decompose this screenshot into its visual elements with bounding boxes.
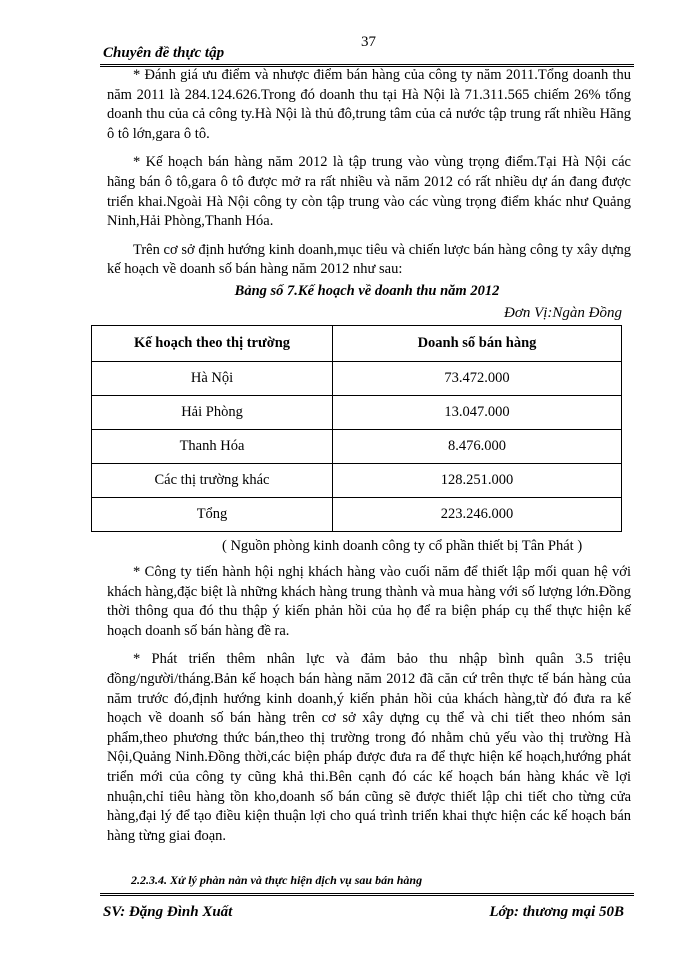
table-cell-market: Hải Phòng xyxy=(92,396,333,430)
header-title: Chuyên đề thực tập xyxy=(103,45,225,61)
table-row-total xyxy=(92,498,622,532)
table-cell-market: Hà Nội xyxy=(92,362,333,396)
page-number: 37 xyxy=(361,34,376,50)
paragraph-workforce: * Phát triển thêm nhân lực và đảm bảo thu nhập bình quân 3.5 triệu đồng/người/tháng.Bản kế hoạch bán hàng năm 2012 đã căn cứ trên thực tế bán hàng của năm trước đó,định hướng kinh doanh,ý kiến phản hồi của khách hàng,từ đó đưa ra kế hoạch về doanh số bán hàng trên cơ sở xây dựng cụ thể và chi tiết theo nhóm sản phẩm,theo phương thức bán,theo thị trường trong đó nhằm chủ yếu vào thị trường Hà Nội,Quảng Ninh.Đồng thời,các biện pháp được đưa ra để thực hiện kế hoạch,hướng phát triển mới của công ty cũng khả thi.Bên cạnh đó các kế hoạch bán hàng khác về lợi nhuận,chỉ tiêu hàng tồn kho,doanh số bán cũng sẽ được thiết lập chi tiết cho từng cửa hàng,đại lý để tạo điều kiện thuận lợi cho quá trình triển khai thực hiện các kế hoạch bán hàng từng giai đoạn. xyxy=(107,651,631,844)
table-source-note: ( Nguồn phòng kinh doanh công ty cổ phần thiết bị Tân Phát ) xyxy=(222,538,583,554)
table-cell-revenue: 223.246.000 xyxy=(333,498,622,532)
body-text-bottom xyxy=(107,563,631,855)
paragraph-evaluation: * Đánh giá ưu điểm và nhược điểm bán hàng của công ty năm 2011.Tổng doanh thu năm 2011 là 284.124.626.Trong đó doanh thu tại Hà Nội là 71.311.565 chiếm 26% tổng doanh thu của cả công ty.Hà Nội là thủ đô,trung tâm của cả nước tập trung rất nhiều Hãng ô tô lớn,gara ô tô. xyxy=(107,67,631,142)
table-title: Bảng số 7.Kế hoạch về doanh thu năm 2012 xyxy=(234,283,500,299)
table-cell-market: Các thị trường khác xyxy=(92,464,333,498)
table-cell-revenue: 128.251.000 xyxy=(333,464,622,498)
table-cell-revenue: 8.476.000 xyxy=(333,430,622,464)
revenue-plan-table xyxy=(91,325,622,532)
table-header-row xyxy=(92,326,622,362)
table-cell-market: Thanh Hóa xyxy=(92,430,333,464)
footer-class: Lớp: thương mại 50B xyxy=(489,904,624,920)
table-cell-market: Tổng xyxy=(92,498,333,532)
footer-divider xyxy=(100,893,634,896)
table-cell-revenue: 73.472.000 xyxy=(333,362,622,396)
paragraph-customer-conference: * Công ty tiến hành hội nghị khách hàng vào cuối năm để thiết lập mối quan hệ với khách hàng,đặc biệt là những khách hàng trung thành và mua hàng với số lượng lớn.Đồng thời thông qua đó thu thập ý kiến phản hồi của họ để ra biện pháp cụ thể thực hiện kế hoạch doanh số bán hàng đề ra. xyxy=(107,564,631,639)
table-row xyxy=(92,396,622,430)
section-heading: 2.2.3.4. Xử lý phàn nàn và thực hiện dịch vụ sau bán hàng xyxy=(131,873,423,887)
table-cell-revenue: 13.047.000 xyxy=(333,396,622,430)
paragraph-sales-plan: * Kế hoạch bán hàng năm 2012 là tập trung vào vùng trọng điểm.Tại Hà Nội các hãng bán ô tô,gara ô tô được mở ra rất nhiều và năm 2012 có rất nhiều dự án đang được triển khai.Ngoài Hà Nội công ty còn tập trung vào các vùng trọng điểm khác như Quảng Ninh,Hải Phòng,Thanh Hóa. xyxy=(107,154,631,230)
footer-student: SV: Đặng Đình Xuất xyxy=(103,904,233,920)
table-row xyxy=(92,430,622,464)
table-header-revenue: Doanh số bán hàng xyxy=(333,326,622,362)
paragraph-intro-table: Trên cơ sở định hướng kinh doanh,mục tiêu và chiến lược bán hàng công ty xây dựng kế hoạch về doanh số bán hàng năm 2012 như sau: xyxy=(107,241,631,278)
table-row xyxy=(92,362,622,396)
table-unit-note: Đơn Vị:Ngàn Đồng xyxy=(503,305,622,321)
body-text-top xyxy=(107,66,631,289)
table-row xyxy=(92,464,622,498)
table-header-market: Kế hoạch theo thị trường xyxy=(92,326,333,362)
